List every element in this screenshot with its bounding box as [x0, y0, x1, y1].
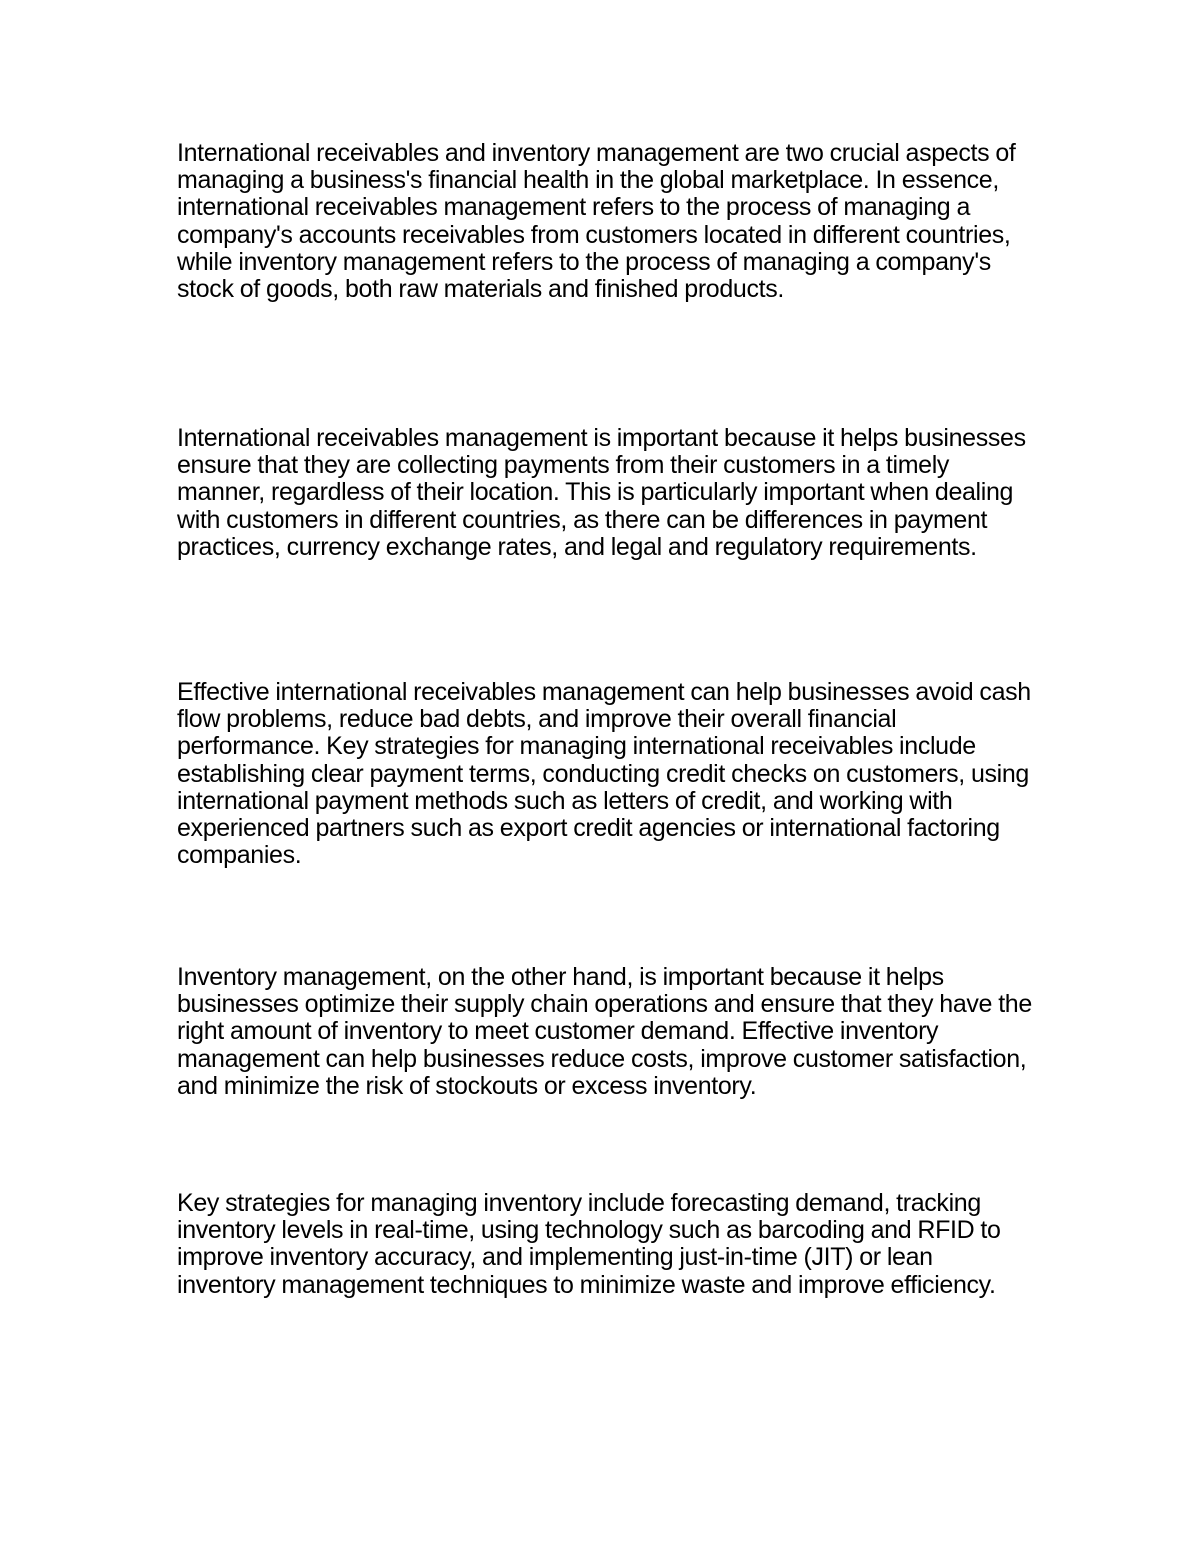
paragraph-inventory-importance: Inventory management, on the other hand, is important because it helps businesses optimize their supply chain operations and ensure that they have the right amount of inventory to meet customer demand. Effective inventory management can help businesses reduce costs, improve customer satisfaction, and minimize the risk of stockouts or excess inventory. [177, 963, 1032, 1100]
paragraph-receivables-strategies: Effective international receivables management can help businesses avoid cash flow problems, reduce bad debts, and improve their overall financial performance. Key strategies for managing international receivables include establishing clear payment terms, conducting credit checks on customers, using international payment methods such as letters of credit, and working with experienced partners such as export credit agencies or international factoring companies. [177, 678, 1031, 870]
paragraph-inventory-strategies: Key strategies for managing inventory include forecasting demand, tracking inventory levels in real-time, using technology such as barcoding and RFID to improve inventory accuracy, and implementing just-in-time (JIT) or lean inventory management techniques to minimize waste and improve efficiency. [177, 1189, 1001, 1299]
paragraph-receivables-importance: International receivables management is important because it helps businesses ensure that they are collecting payments from their customers in a timely manner, regardless of their location. This is particularly important when dealing with customers in different countries, as there can be differences in payment practices, currency exchange rates, and legal and regulatory requirements. [177, 424, 1026, 561]
paragraph-intro: International receivables and inventory management are two crucial aspects of managing a business's financial health in the global marketplace. In essence, international receivables management refers to the process of managing a company's accounts receivables from customers located in different countries, while inventory management refers to the process of managing a company's stock of goods, both raw materials and finished products. [177, 139, 1016, 304]
